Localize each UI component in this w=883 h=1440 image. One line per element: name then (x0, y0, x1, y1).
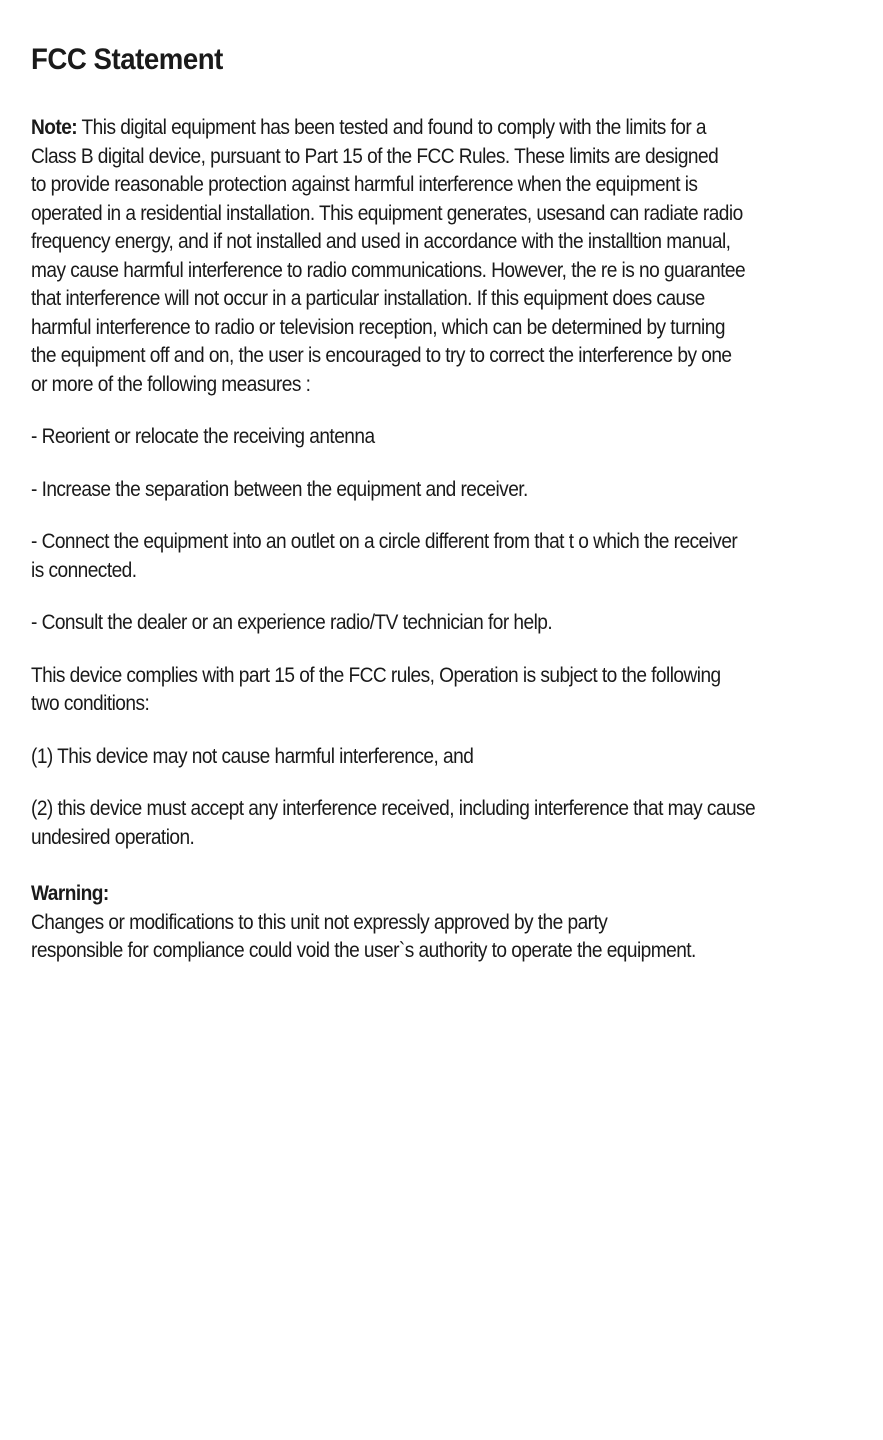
measure-line: is connected. (31, 558, 137, 582)
measure-line: - Consult the dealer or an experience radio/TV technician for help. (31, 611, 553, 634)
note-line: operated in a residential installation. This equipment generates, usesand can radiate radio (31, 201, 743, 225)
note-line (31, 114, 786, 143)
measure-line: - Increase the separation between the equipment and receiver. (31, 477, 528, 501)
warning-line: responsible for compliance could void the user`s authority to operate the equipment. (31, 939, 696, 962)
note-line: that interference will not occur in a particular installation. If this equipment does cause (31, 287, 705, 310)
measure-line: - Reorient or relocate the receiving antenna (31, 425, 375, 448)
note-line: may cause harmful interference to radio communications. However, the re is no guarantee (31, 258, 746, 282)
page-title: FCC Statement (31, 43, 223, 76)
note-line: to provide reasonable protection against harmful interference when the equipment is (31, 173, 698, 196)
measure-item (31, 528, 861, 585)
compliance-line: This device complies with part 15 of the FCC rules, Operation is subject to the following (31, 663, 721, 687)
note-line: the equipment off and on, the user is encouraged to try to correct the interference by one (31, 344, 732, 367)
condition-item (31, 795, 861, 852)
note-label: Note: (31, 116, 78, 139)
note-line: or more of the following measures : (31, 372, 311, 396)
warning-line: Changes or modifications to this unit not expressly approved by the party (31, 910, 608, 934)
compliance-paragraph (31, 662, 861, 719)
measure-item (31, 476, 861, 505)
document-page (31, 42, 861, 966)
measure-item (31, 423, 861, 452)
note-paragraph (31, 114, 861, 399)
note-line: frequency energy, and if not installed and used in accordance with the installtion manual, (31, 230, 731, 253)
warning-paragraph (31, 880, 861, 966)
compliance-line: two conditions: (31, 692, 150, 715)
condition-item (31, 743, 861, 772)
condition-line: (2) this device must accept any interference received, including interference that may cause (31, 797, 756, 820)
measure-item (31, 609, 861, 638)
note-line-text: This digital equipment has been tested and found to comply with the limits for a (77, 116, 707, 139)
note-line: Class B digital device, pursuant to Part 15 of the FCC Rules. These limits are designed (31, 144, 719, 168)
condition-line: undesired operation. (31, 825, 195, 849)
note-line: harmful interference to radio or television reception, which can be determined by turning (31, 315, 725, 339)
warning-label: Warning: (31, 882, 109, 905)
measure-line: - Connect the equipment into an outlet on a circle different from that t o which the receiver (31, 530, 738, 553)
condition-line: (1) This device may not cause harmful interference, and (31, 744, 474, 768)
